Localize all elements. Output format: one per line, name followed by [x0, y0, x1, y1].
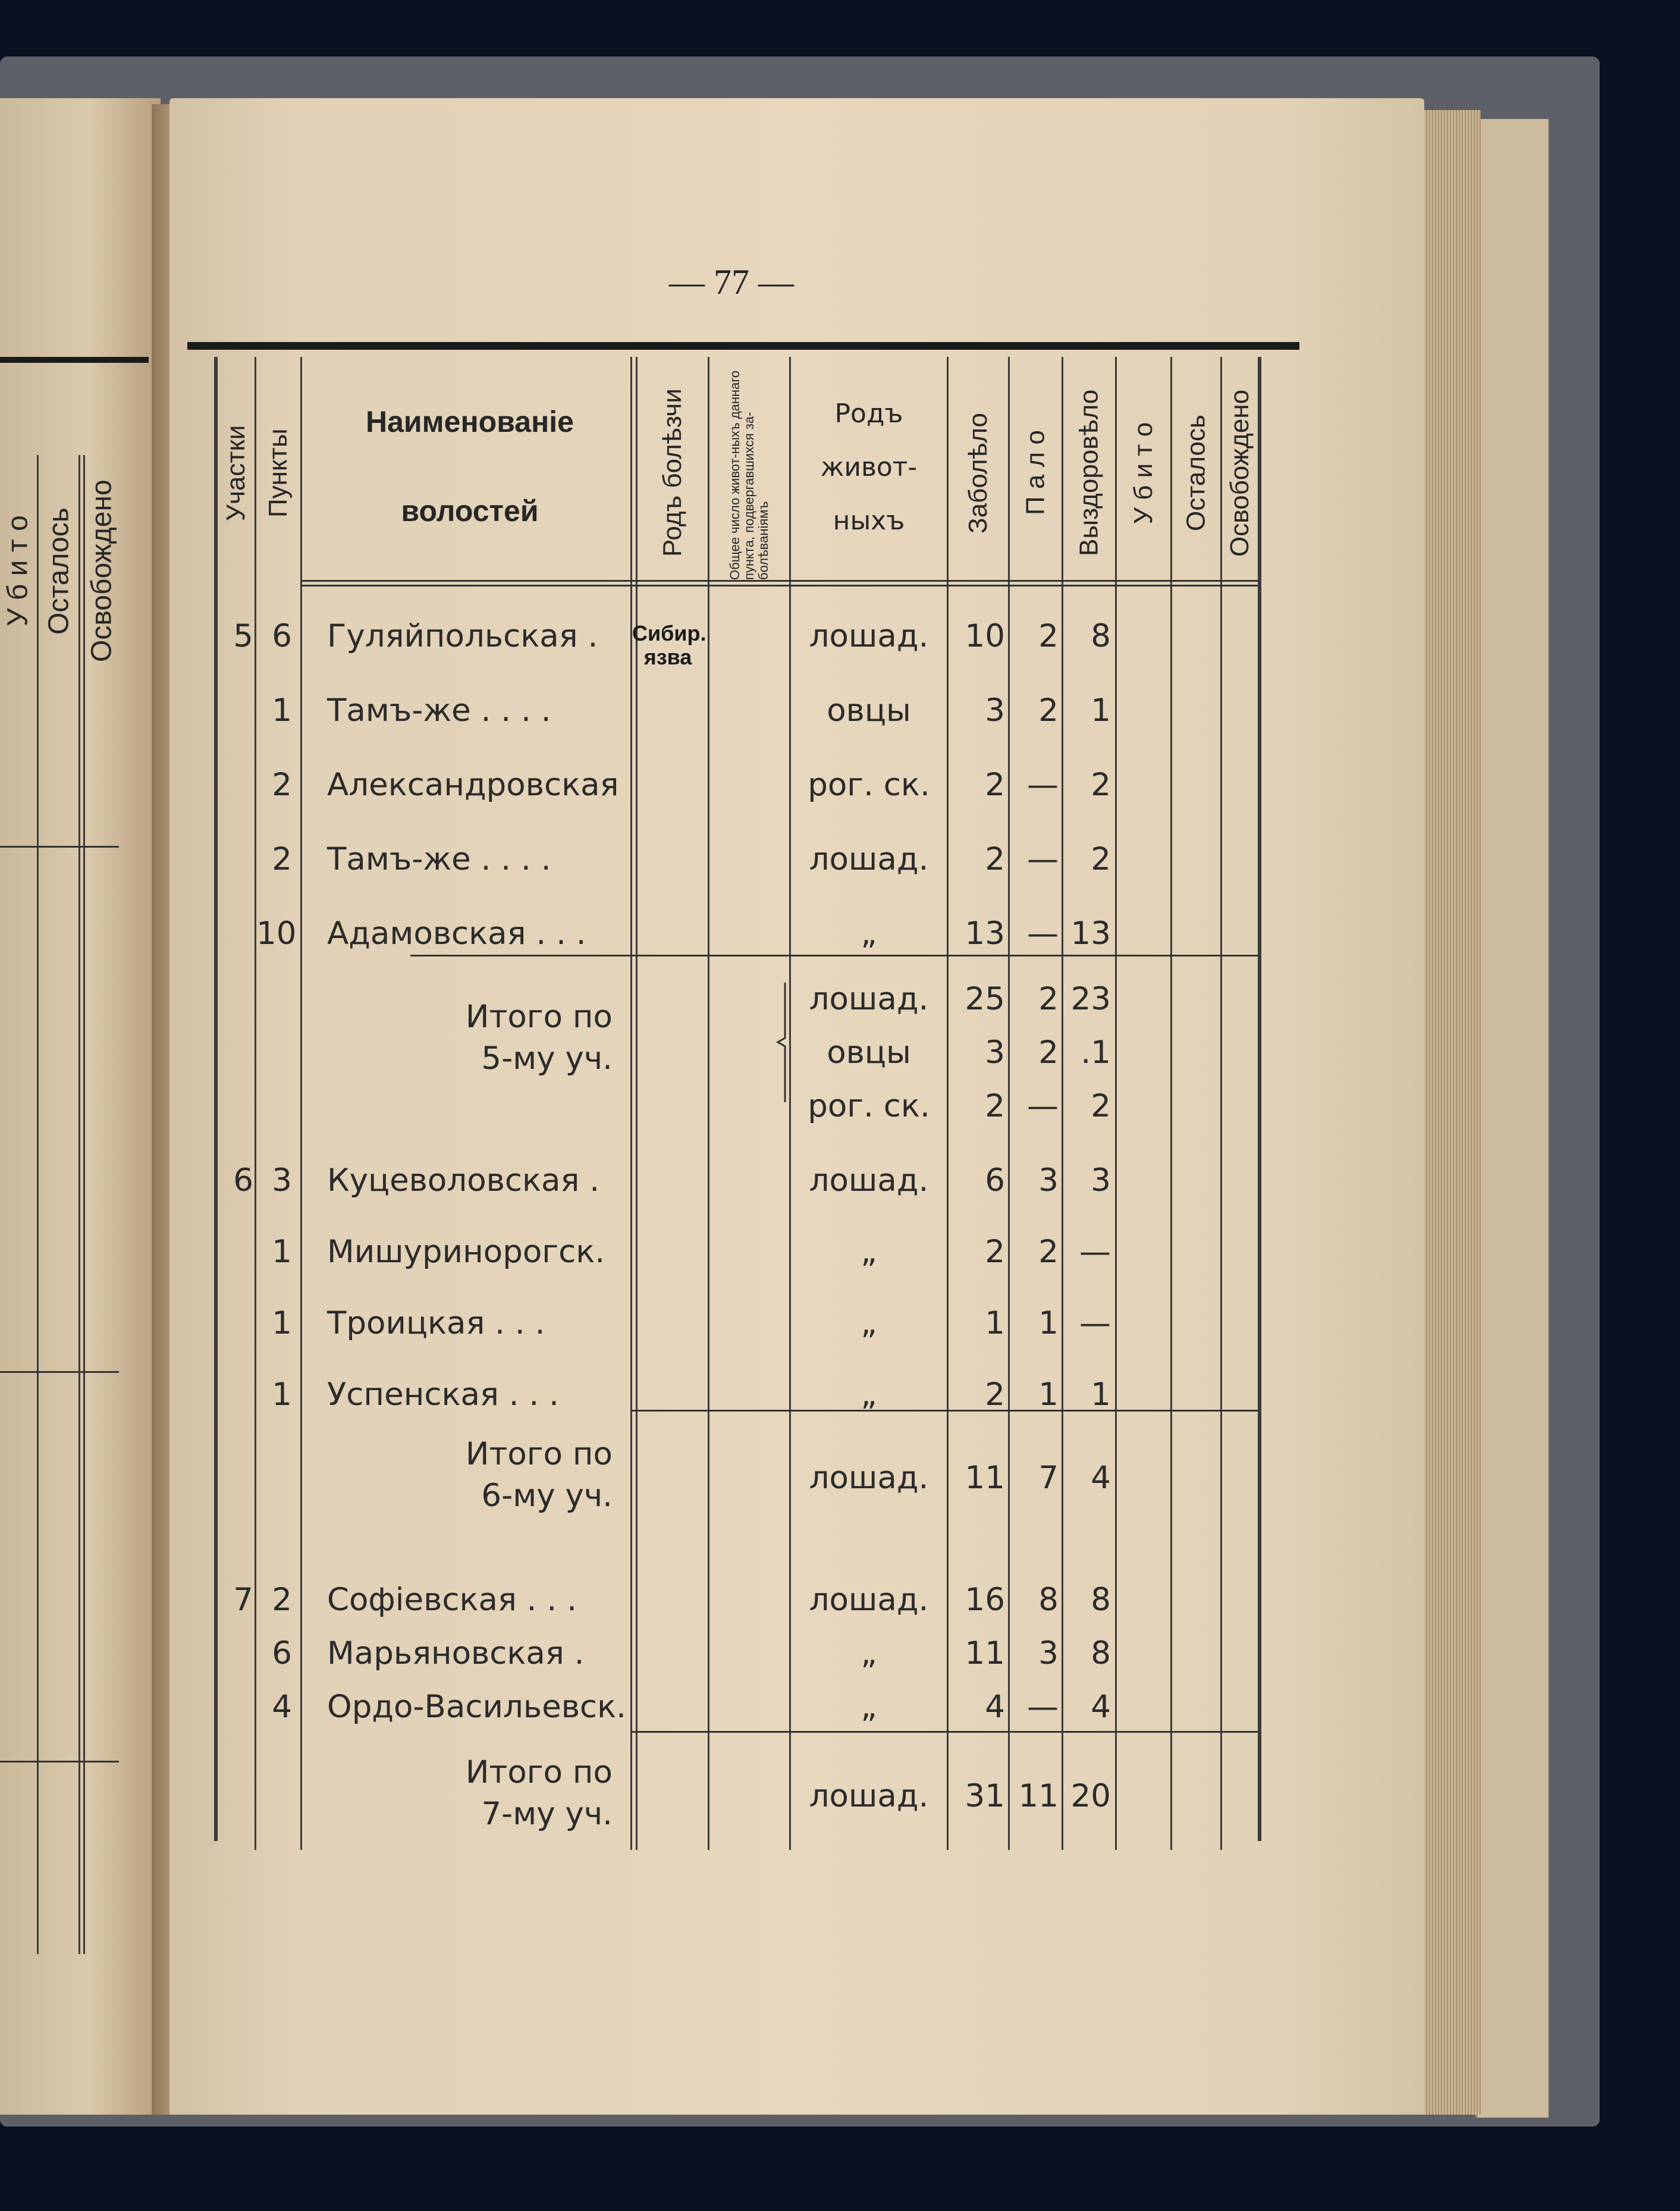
row-rec-cell: 2 — [1091, 767, 1111, 803]
row-rec-cell: 4 — [1091, 1689, 1111, 1725]
row-rec-cell: 1 — [1091, 692, 1111, 729]
row-name-cell: Успенская . . . — [327, 1376, 559, 1413]
total-died-cell: 2 — [1038, 1034, 1059, 1071]
row-name-cell: Адамовская . . . — [327, 915, 586, 952]
row-punkt-cell: 1 — [272, 1376, 292, 1413]
row-animal-cell: рог. ск. — [808, 767, 930, 803]
row-ill-cell: 2 — [985, 1376, 1005, 1413]
row-ill-cell: 6 — [985, 1162, 1005, 1199]
row-uch-cell: 5 — [233, 618, 253, 654]
row-ill-cell: 10 — [965, 618, 1005, 654]
row-animal-cell: „ — [861, 915, 877, 952]
row-name-cell: Ордо-Васильевск. — [327, 1689, 626, 1725]
total-label: Итого по — [465, 1436, 613, 1472]
row-punkt-cell: 1 — [272, 1305, 292, 1341]
row-died-cell: 1 — [1038, 1376, 1059, 1413]
row-name-cell: Тамъ-же . . . . — [327, 841, 551, 877]
row-died-cell: 2 — [1038, 692, 1059, 729]
brace-icon — [773, 981, 791, 1103]
row-rec-cell: 3 — [1091, 1162, 1111, 1199]
row-animal-cell: лошад. — [809, 1582, 929, 1618]
header-punkty: Пункты — [263, 428, 293, 518]
row-name-cell: Софіевская . . . — [327, 1582, 577, 1618]
row-punkt-cell: 6 — [272, 1635, 292, 1671]
row-animal-cell: „ — [861, 1234, 877, 1270]
row-punkt-cell: 1 — [272, 1234, 292, 1270]
header-remained: Осталось — [1181, 415, 1211, 531]
row-ill-cell: 11 — [965, 1635, 1005, 1671]
row-ill-cell: 13 — [965, 915, 1005, 952]
row-rec-cell: — — [1079, 1305, 1111, 1341]
row-rec-cell: 8 — [1091, 618, 1111, 654]
row-rec-cell: 2 — [1091, 841, 1111, 877]
row-punkt-cell: 3 — [272, 1162, 292, 1199]
row-died-cell: 3 — [1038, 1162, 1059, 1199]
row-rec-cell: 8 — [1091, 1582, 1111, 1618]
total-animal-cell: лошад. — [809, 981, 929, 1017]
header-animal-line2: живот- — [820, 452, 918, 482]
header-total-animals: Общее число живот-ныхъ даннаго пункта, подвергавшихся за-болѣваніямъ — [727, 370, 771, 580]
row-died-cell: — — [1027, 767, 1059, 803]
left-header-remained: Осталось — [43, 507, 75, 635]
row-animal-cell: лошад. — [809, 1162, 929, 1199]
row-uch-cell: 7 — [233, 1582, 253, 1618]
row-died-cell: 3 — [1038, 1635, 1059, 1671]
total-label: 7-му уч. — [481, 1796, 613, 1832]
row-ill-cell: 1 — [985, 1305, 1005, 1341]
row-rec-cell: — — [1079, 1234, 1111, 1270]
total-label: 6-му уч. — [481, 1478, 613, 1514]
total-label: 5-му уч. — [481, 1040, 613, 1077]
row-rec-cell: 1 — [1091, 1376, 1111, 1413]
top-rule — [187, 342, 1299, 350]
row-punkt-cell: 2 — [272, 767, 292, 803]
row-name-cell: Троицкая . . . — [327, 1305, 545, 1341]
row-ill-cell: 16 — [965, 1582, 1005, 1618]
total-ill-cell: 31 — [965, 1778, 1005, 1814]
row-ill-cell: 4 — [985, 1689, 1005, 1725]
total-animal-cell: рог. ск. — [808, 1088, 930, 1124]
total-died-cell: 11 — [1018, 1778, 1059, 1814]
total-died-cell: 7 — [1038, 1460, 1059, 1496]
header-animal-line3: ныхъ — [833, 506, 905, 536]
row-died-cell: — — [1027, 841, 1059, 877]
row-died-cell: 2 — [1038, 618, 1059, 654]
row-animal-cell: лошад. — [809, 618, 929, 654]
total-rec-cell: .1 — [1081, 1034, 1111, 1071]
total-died-cell: — — [1027, 1088, 1059, 1124]
header-released: Освобождено — [1225, 389, 1254, 557]
row-animal-cell: лошад. — [809, 841, 929, 877]
row-animal-cell: „ — [861, 1689, 877, 1725]
total-ill-cell: 2 — [985, 1088, 1005, 1124]
row-animal-cell: „ — [861, 1635, 877, 1671]
row-ill-cell: 2 — [985, 1234, 1005, 1270]
header-name-line2: волостей — [401, 494, 539, 528]
row-name-cell: Гуляйпольская . — [327, 618, 598, 654]
row-punkt-cell: 1 — [272, 692, 292, 729]
left-header-released: Освобождено — [86, 479, 118, 663]
row-name-cell: Александровская — [327, 767, 619, 803]
row-punkt-cell: 6 — [272, 618, 292, 654]
header-name-line1: Наименованіе — [366, 405, 574, 438]
total-label: Итого по — [465, 999, 613, 1035]
page-number: — 77 — — [669, 262, 794, 302]
total-ill-cell: 3 — [985, 1034, 1005, 1071]
row-died-cell: — — [1027, 1689, 1059, 1725]
page-edges — [1415, 110, 1481, 2115]
row-died-cell: 8 — [1038, 1582, 1059, 1618]
total-animal-cell: лошад. — [809, 1460, 929, 1496]
row-ill-cell: 2 — [985, 767, 1005, 803]
header-uchastki: Участки — [221, 425, 250, 521]
left-page — [0, 98, 161, 2115]
row-animal-cell: овцы — [827, 692, 911, 729]
header-disease: Родъ болѣзчи — [658, 388, 687, 557]
header-recovered: Выздоровѣло — [1074, 389, 1104, 557]
header-died: П а л о — [1020, 430, 1050, 516]
total-rec-cell: 4 — [1091, 1460, 1111, 1496]
row-rec-cell: 8 — [1091, 1635, 1111, 1671]
row-name-cell: Куцеволовская . — [327, 1162, 600, 1199]
row-animal-cell: „ — [861, 1376, 877, 1413]
row-punkt-cell: 10 — [256, 915, 297, 952]
total-label: Итого по — [465, 1754, 613, 1790]
header-killed: У б и т о — [1129, 422, 1158, 524]
total-ill-cell: 25 — [965, 981, 1005, 1017]
row-punkt-cell: 4 — [272, 1689, 292, 1725]
row-died-cell: 1 — [1038, 1305, 1059, 1341]
row-name-cell: Мишуринорогск. — [327, 1234, 605, 1270]
header-animal-line1: Родъ — [834, 399, 903, 429]
row-punkt-cell: 2 — [272, 841, 292, 877]
total-died-cell: 2 — [1038, 981, 1059, 1017]
header-fell-ill: Заболѣло — [963, 412, 993, 534]
row-ill-cell: 3 — [985, 692, 1005, 729]
back-cover — [1475, 119, 1549, 2118]
row-punkt-cell: 2 — [272, 1582, 292, 1618]
total-rec-cell: 20 — [1070, 1778, 1111, 1814]
total-rec-cell: 2 — [1091, 1088, 1111, 1124]
row-died-cell: — — [1027, 915, 1059, 952]
row-rec-cell: 13 — [1070, 915, 1111, 952]
total-animal-cell: овцы — [827, 1034, 911, 1071]
row-name-cell: Марьяновская . — [327, 1635, 585, 1671]
row-died-cell: 2 — [1038, 1234, 1059, 1270]
row-animal-cell: „ — [861, 1305, 877, 1341]
total-rec-cell: 23 — [1070, 981, 1111, 1017]
total-ill-cell: 11 — [965, 1460, 1005, 1496]
row-ill-cell: 2 — [985, 841, 1005, 877]
total-animal-cell: лошад. — [809, 1778, 929, 1814]
row-uch-cell: 6 — [233, 1162, 253, 1199]
disease-label: Сибир. язва — [632, 621, 706, 669]
row-name-cell: Тамъ-же . . . . — [327, 692, 551, 729]
left-header-killed: У б и т о — [2, 515, 34, 627]
left-page-rule — [0, 357, 149, 363]
